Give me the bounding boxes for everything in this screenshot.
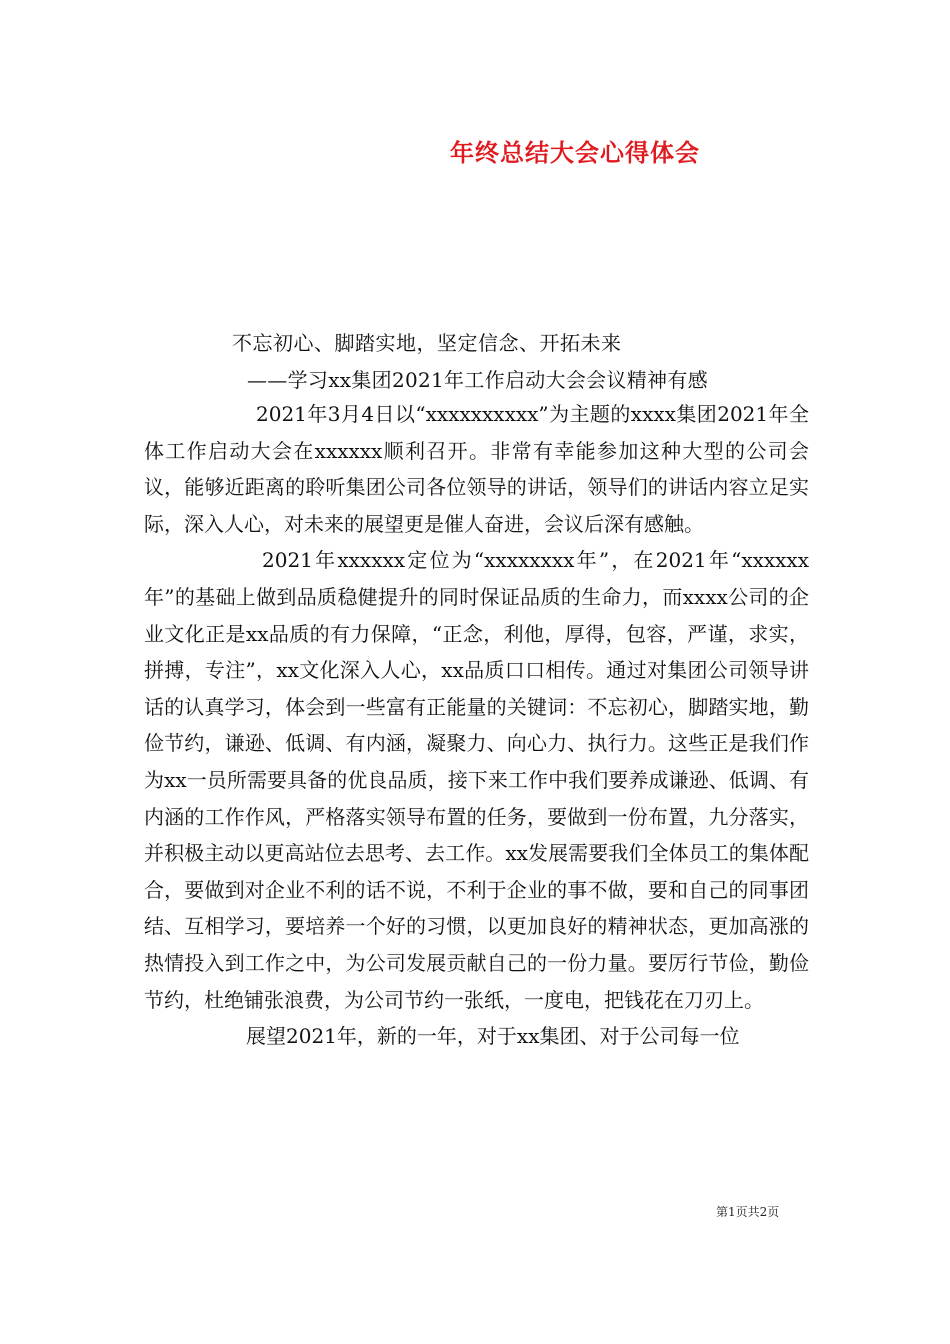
article-body bbox=[144, 396, 809, 1055]
article-heading: 不忘初心、脚踏实地，坚定信念、开拓未来 bbox=[232, 331, 622, 355]
article-subheading: ——学习xx集团2021年工作启动大会会议精神有感 bbox=[247, 368, 708, 392]
paragraph: 2021年3月4日以“xxxxxxxxxx”为主题的xxxx集团2021年全体工作启动大会在xxxxxx顺利召开。非常有幸能参加这种大型的公司会议，能够近距离的聆听集团公司各位领导的讲话，领导们的讲话内容立足实际，深入人心，对未来的展望更是催人奋进，会议后深有感触。 bbox=[144, 402, 809, 536]
document-title: 年终总结大会心得体会 bbox=[450, 139, 700, 167]
paragraph: 2021年xxxxxx定位为“xxxxxxxx年”，在2021年“xxxxxx年”的基础上做到品质稳健提升的同时保证品质的生命力，而xxxx公司的企业文化正是xx品质的有力保障，“正念，利他，厚得，包容，严谨，求实，拼搏，专注”，xx文化深入人心，xx品质口口相传。通过对集团公司领导讲话的认真学习，体会到一些富有正能量的关键词：不忘初心，脚踏实地，勤俭节约，谦逊、低调、有内涵，凝聚力、向心力、执行力。这些正是我们作为xx一员所需要具备的优良品质，接下来工作中我们要养成谦逊、低调、有内涵的工作作风，严格落实领导布置的任务，要做到一份布置，九分落实，并积极主动以更高站位去思考、去工作。xx发展需要我们全体员工的集体配合，要做到对企业不利的话不说，不利于企业的事不做，要和自己的同事团结、互相学习，要培养一个好的习惯，以更加良好的精神状态，更加高涨的热情投入到工作之中，为公司发展贡献自己的一份力量。要厉行节俭，勤俭节约，杜绝铺张浪费，为公司节约一张纸，一度电，把钱花在刀刃上。 bbox=[144, 548, 809, 1012]
page-number: 第1页共2页 bbox=[716, 1205, 780, 1219]
paragraph: 展望2021年，新的一年，对于xx集团、对于公司每一位 bbox=[246, 1024, 740, 1049]
